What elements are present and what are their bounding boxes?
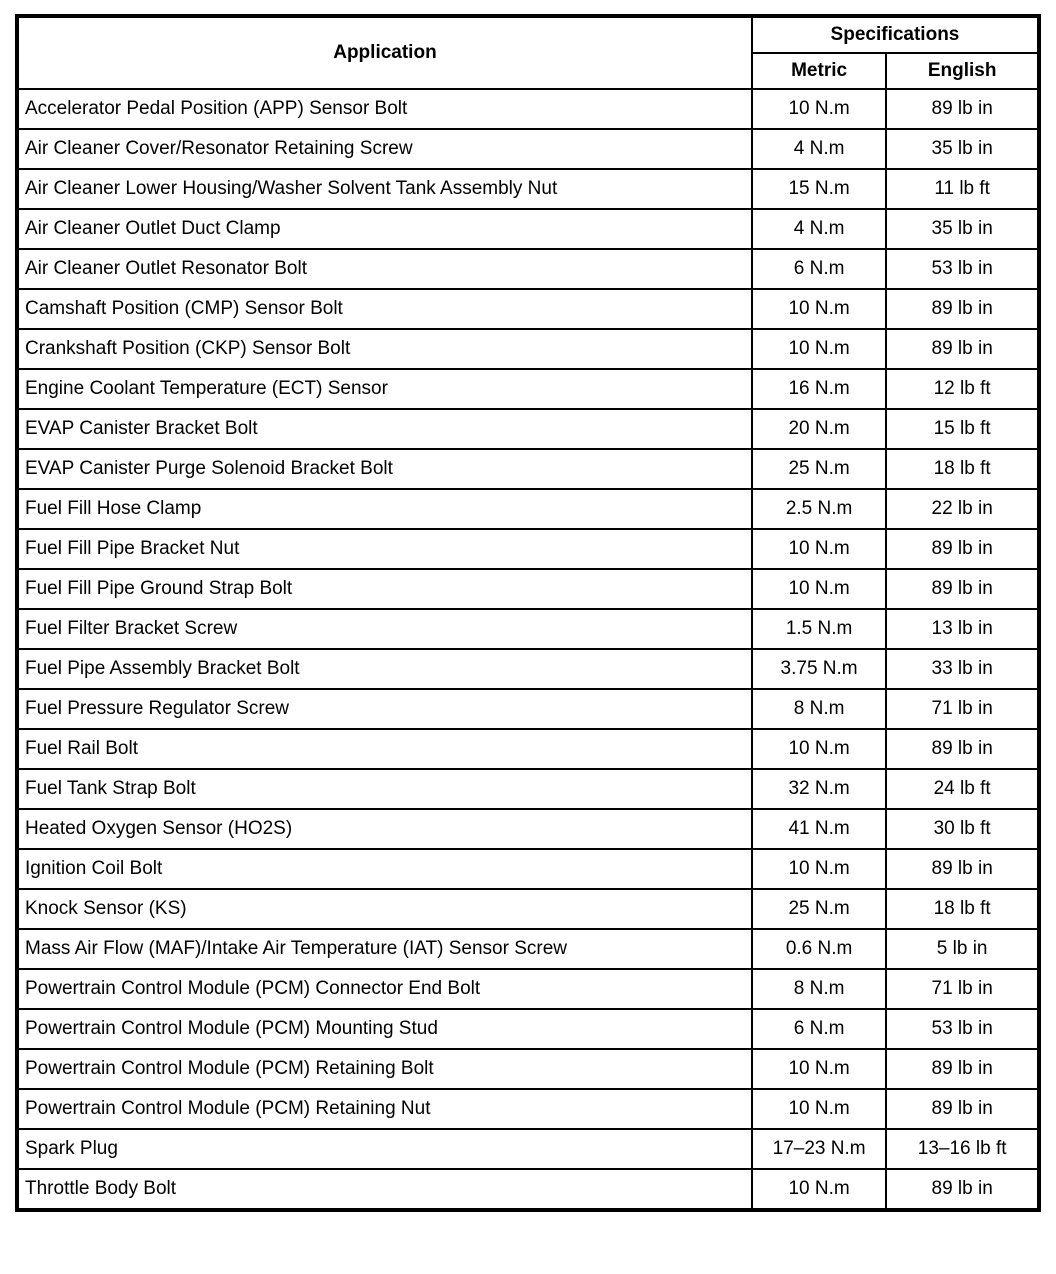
metric-value-cell: 4 N.m [752, 129, 886, 169]
application-cell: Accelerator Pedal Position (APP) Sensor Bolt [17, 89, 752, 129]
table-row [17, 1089, 1039, 1129]
english-value-cell: 12 lb ft [886, 369, 1039, 409]
application-cell: Spark Plug [17, 1129, 752, 1169]
english-value-cell: 89 lb in [886, 529, 1039, 569]
english-value-cell: 89 lb in [886, 1169, 1039, 1210]
english-column-header: English [886, 53, 1039, 89]
application-cell: Fuel Fill Pipe Bracket Nut [17, 529, 752, 569]
english-value-cell: 53 lb in [886, 249, 1039, 289]
english-value-cell: 24 lb ft [886, 769, 1039, 809]
table-row [17, 329, 1039, 369]
english-value-cell: 13 lb in [886, 609, 1039, 649]
metric-value-cell: 10 N.m [752, 289, 886, 329]
metric-value-cell: 41 N.m [752, 809, 886, 849]
table-row [17, 129, 1039, 169]
english-value-cell: 22 lb in [886, 489, 1039, 529]
table-row [17, 929, 1039, 969]
table-row [17, 1049, 1039, 1089]
application-cell: Fuel Pressure Regulator Screw [17, 689, 752, 729]
metric-value-cell: 25 N.m [752, 449, 886, 489]
table-row [17, 689, 1039, 729]
metric-value-cell: 16 N.m [752, 369, 886, 409]
application-cell: Fuel Tank Strap Bolt [17, 769, 752, 809]
application-cell: Air Cleaner Cover/Resonator Retaining Screw [17, 129, 752, 169]
english-value-cell: 33 lb in [886, 649, 1039, 689]
application-cell: EVAP Canister Bracket Bolt [17, 409, 752, 449]
table-row [17, 769, 1039, 809]
metric-value-cell: 10 N.m [752, 1049, 886, 1089]
metric-value-cell: 10 N.m [752, 729, 886, 769]
metric-value-cell: 2.5 N.m [752, 489, 886, 529]
application-cell: EVAP Canister Purge Solenoid Bracket Bolt [17, 449, 752, 489]
application-cell: Heated Oxygen Sensor (HO2S) [17, 809, 752, 849]
application-cell: Camshaft Position (CMP) Sensor Bolt [17, 289, 752, 329]
table-row [17, 209, 1039, 249]
table-row [17, 569, 1039, 609]
metric-value-cell: 8 N.m [752, 689, 886, 729]
table-row [17, 849, 1039, 889]
table-row [17, 809, 1039, 849]
table-row [17, 489, 1039, 529]
english-value-cell: 71 lb in [886, 969, 1039, 1009]
english-value-cell: 89 lb in [886, 729, 1039, 769]
english-value-cell: 35 lb in [886, 209, 1039, 249]
english-value-cell: 35 lb in [886, 129, 1039, 169]
application-cell: Fuel Filter Bracket Screw [17, 609, 752, 649]
table-row [17, 409, 1039, 449]
english-value-cell: 30 lb ft [886, 809, 1039, 849]
application-cell: Fuel Fill Hose Clamp [17, 489, 752, 529]
application-cell: Fuel Fill Pipe Ground Strap Bolt [17, 569, 752, 609]
application-cell: Fuel Rail Bolt [17, 729, 752, 769]
english-value-cell: 5 lb in [886, 929, 1039, 969]
application-cell: Powertrain Control Module (PCM) Connector End Bolt [17, 969, 752, 1009]
application-cell: Powertrain Control Module (PCM) Retaining Nut [17, 1089, 752, 1129]
application-cell: Powertrain Control Module (PCM) Mounting Stud [17, 1009, 752, 1049]
metric-value-cell: 10 N.m [752, 849, 886, 889]
english-value-cell: 89 lb in [886, 1049, 1039, 1089]
english-value-cell: 53 lb in [886, 1009, 1039, 1049]
table-body [17, 89, 1039, 1210]
table-header [17, 16, 1039, 89]
metric-value-cell: 6 N.m [752, 249, 886, 289]
fastener-specifications-table [15, 14, 1041, 1212]
metric-value-cell: 6 N.m [752, 1009, 886, 1049]
english-value-cell: 18 lb ft [886, 889, 1039, 929]
metric-value-cell: 8 N.m [752, 969, 886, 1009]
table-row [17, 1009, 1039, 1049]
metric-value-cell: 32 N.m [752, 769, 886, 809]
english-value-cell: 89 lb in [886, 329, 1039, 369]
table-row [17, 969, 1039, 1009]
table-row [17, 169, 1039, 209]
english-value-cell: 89 lb in [886, 89, 1039, 129]
metric-value-cell: 17–23 N.m [752, 1129, 886, 1169]
application-cell: Air Cleaner Outlet Resonator Bolt [17, 249, 752, 289]
table-row [17, 1129, 1039, 1169]
application-cell: Mass Air Flow (MAF)/Intake Air Temperature (IAT) Sensor Screw [17, 929, 752, 969]
table-row [17, 529, 1039, 569]
table-row [17, 889, 1039, 929]
table-row [17, 649, 1039, 689]
metric-value-cell: 4 N.m [752, 209, 886, 249]
metric-value-cell: 0.6 N.m [752, 929, 886, 969]
specifications-column-group-header: Specifications [752, 16, 1039, 53]
metric-value-cell: 3.75 N.m [752, 649, 886, 689]
metric-value-cell: 10 N.m [752, 1169, 886, 1210]
english-value-cell: 71 lb in [886, 689, 1039, 729]
metric-value-cell: 10 N.m [752, 1089, 886, 1129]
table-row [17, 369, 1039, 409]
application-cell: Air Cleaner Lower Housing/Washer Solvent Tank Assembly Nut [17, 169, 752, 209]
metric-value-cell: 15 N.m [752, 169, 886, 209]
metric-value-cell: 10 N.m [752, 569, 886, 609]
application-cell: Engine Coolant Temperature (ECT) Sensor [17, 369, 752, 409]
metric-value-cell: 10 N.m [752, 329, 886, 369]
table-row [17, 449, 1039, 489]
application-cell: Ignition Coil Bolt [17, 849, 752, 889]
metric-value-cell: 10 N.m [752, 89, 886, 129]
english-value-cell: 89 lb in [886, 289, 1039, 329]
table-row [17, 1169, 1039, 1210]
english-value-cell: 11 lb ft [886, 169, 1039, 209]
english-value-cell: 18 lb ft [886, 449, 1039, 489]
metric-value-cell: 10 N.m [752, 529, 886, 569]
table-row [17, 89, 1039, 129]
application-column-header: Application [17, 16, 752, 89]
table-row [17, 729, 1039, 769]
english-value-cell: 89 lb in [886, 569, 1039, 609]
metric-column-header: Metric [752, 53, 886, 89]
table-row [17, 609, 1039, 649]
metric-value-cell: 1.5 N.m [752, 609, 886, 649]
table-row [17, 249, 1039, 289]
metric-value-cell: 20 N.m [752, 409, 886, 449]
english-value-cell: 13–16 lb ft [886, 1129, 1039, 1169]
application-cell: Crankshaft Position (CKP) Sensor Bolt [17, 329, 752, 369]
metric-value-cell: 25 N.m [752, 889, 886, 929]
application-cell: Knock Sensor (KS) [17, 889, 752, 929]
application-cell: Fuel Pipe Assembly Bracket Bolt [17, 649, 752, 689]
english-value-cell: 89 lb in [886, 1089, 1039, 1129]
application-cell: Air Cleaner Outlet Duct Clamp [17, 209, 752, 249]
english-value-cell: 15 lb ft [886, 409, 1039, 449]
table-row [17, 289, 1039, 329]
application-cell: Throttle Body Bolt [17, 1169, 752, 1210]
application-cell: Powertrain Control Module (PCM) Retaining Bolt [17, 1049, 752, 1089]
english-value-cell: 89 lb in [886, 849, 1039, 889]
